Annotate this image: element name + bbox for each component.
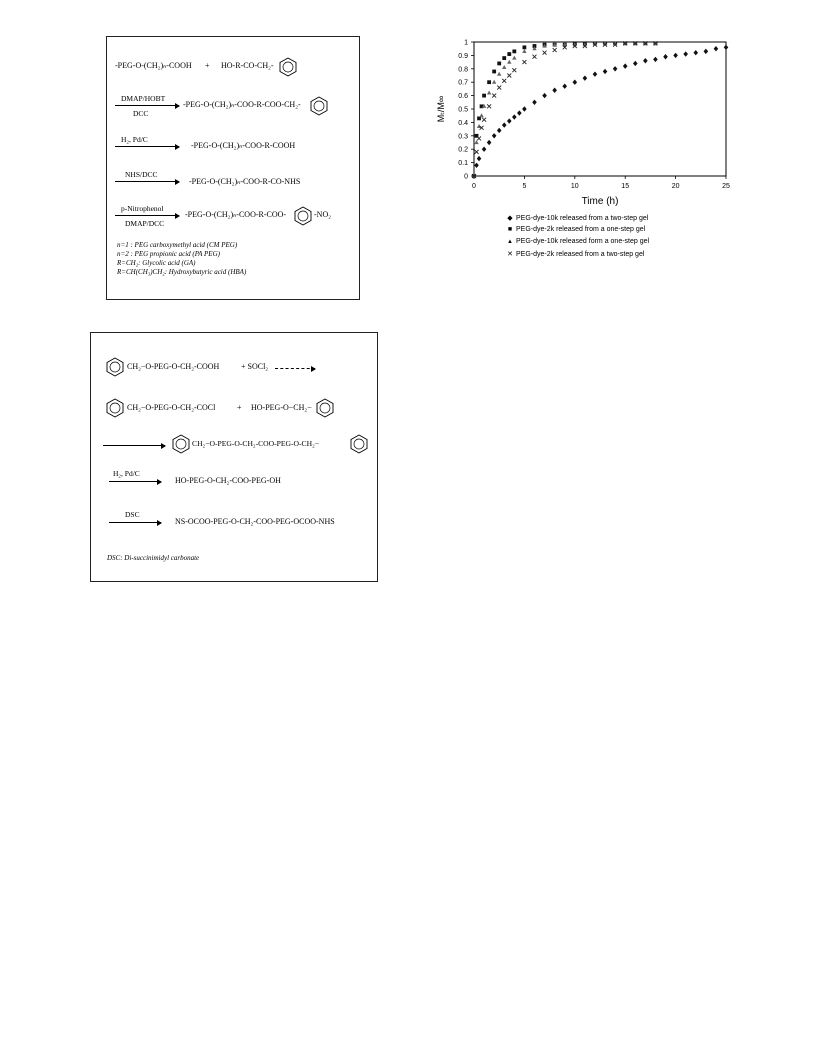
data-point-x: [492, 94, 496, 98]
scheme2-line1-reactant: CH₂−O-PEG-O-CH₂-COOH: [127, 362, 220, 371]
synthesis-scheme-1: [106, 36, 360, 300]
benzene-ring-icon: [278, 57, 298, 77]
x-tick-label: 0: [472, 183, 476, 190]
reaction-arrow: [275, 368, 315, 369]
data-point-triangle: [479, 113, 483, 117]
benzene-ring-icon: [171, 434, 191, 454]
scheme1-note-4: R=CH(CH₃)CH₂: Hydroxybutyric acid (HBA): [117, 268, 247, 276]
reaction-arrow: [115, 146, 179, 147]
data-point-diamond: [522, 106, 527, 111]
data-point-x: [502, 79, 506, 83]
plot-frame: [474, 42, 726, 176]
data-point-triangle: [497, 72, 501, 76]
benzene-ring-icon: [293, 206, 313, 226]
data-point-x: [512, 68, 516, 72]
benzene-ring-icon: [105, 398, 125, 418]
data-point-diamond: [482, 147, 487, 152]
y-tick-label: 0.5: [458, 106, 468, 114]
data-point-square: [482, 94, 486, 98]
y-tick-label: 0.4: [458, 119, 468, 127]
y-tick-label: 0.9: [458, 52, 468, 60]
data-point-x: [532, 55, 536, 59]
data-point-diamond: [477, 156, 482, 161]
data-point-diamond: [704, 49, 709, 54]
x-marker-icon: ✕: [507, 251, 513, 258]
data-point-diamond: [603, 69, 608, 74]
data-point-diamond: [487, 140, 492, 145]
data-point-triangle: [474, 140, 478, 144]
y-tick-label: 0.8: [458, 66, 468, 74]
legend-label: PEG-dye-10k released from a two-step gel: [516, 215, 649, 222]
x-tick-label: 15: [621, 183, 630, 190]
data-point-diamond: [573, 80, 578, 85]
data-point-square: [497, 62, 501, 66]
scheme1-reactant-left: -PEG-O-(CH₂)ₙ-COOH: [115, 61, 192, 70]
benzene-ring-icon: [349, 434, 369, 454]
scheme1-reactant-right: HO-R-CO-CH₂-: [221, 61, 274, 70]
y-tick-label: 0.7: [458, 79, 468, 87]
reaction-arrow: [115, 215, 179, 216]
x-tick-label: 20: [671, 183, 680, 190]
scheme2-line4-product: HO-PEG-O-CH₂-COO-PEG-OH: [175, 476, 281, 485]
reaction-arrow: [115, 181, 179, 182]
scheme1-step4-reagent-bottom: DMAP/DCC: [125, 219, 165, 228]
data-point-diamond: [474, 163, 479, 168]
data-point-square: [512, 49, 516, 53]
data-point-diamond: [714, 46, 719, 51]
data-point-diamond: [724, 45, 729, 50]
data-point-diamond: [613, 66, 618, 71]
x-tick-label: 5: [522, 183, 527, 190]
scheme1-step1-product: -PEG-O-(CH₂)ₙ-COO-R-COO-CH₂-: [183, 100, 301, 109]
scheme2-line5-product: NS-OCOO-PEG-O-CH₂-COO-PEG-OCOO-NHS: [175, 517, 335, 526]
benzene-ring-icon: [309, 96, 329, 116]
data-point-diamond: [583, 75, 588, 80]
data-point-diamond: [623, 63, 628, 68]
data-point-triangle: [522, 49, 526, 53]
square-marker-icon: ■: [507, 226, 513, 233]
data-point-x: [487, 104, 491, 108]
scheme1-step2-reagent: H₂, Pd/C: [121, 135, 148, 144]
scheme1-step3-reagent: NHS/DCC: [125, 170, 158, 179]
data-point-square: [507, 52, 511, 56]
y-tick-label: 0.2: [458, 146, 468, 154]
data-point-diamond: [683, 51, 688, 56]
data-point-square: [523, 45, 527, 49]
scheme2-line3-product: CH₂−O-PEG-O-CH₂-COO-PEG-O-CH₂−: [192, 439, 320, 448]
data-point-x: [507, 74, 511, 78]
data-point-x: [522, 60, 526, 64]
reaction-arrow: [109, 522, 161, 523]
legend-label: PEG-dye-10k released form a one-step gel: [516, 238, 650, 245]
scheme2-line1-reagent: + SOCl₂: [241, 362, 269, 371]
scheme2-line2-reactant: CH₂−O-PEG-O-CH₂-COCl: [127, 403, 216, 412]
data-point-diamond: [673, 53, 678, 58]
data-point-triangle: [502, 65, 506, 69]
x-tick-label: 25: [722, 183, 730, 190]
data-point-x: [543, 51, 547, 55]
scheme1-note-3: R=CH₂: Glycolic acid (GA): [117, 259, 196, 267]
x-tick-label: 10: [570, 183, 579, 190]
reaction-arrow: [109, 481, 161, 482]
data-point-x: [553, 48, 557, 52]
scheme2-line5-reagent: DSC: [125, 510, 140, 519]
y-tick-label: 0: [464, 173, 468, 181]
scheme1-step4-product: -PEG-O-(CH₂)ₙ-COO-R-COO-: [185, 210, 287, 219]
data-point-square: [502, 56, 506, 60]
data-point-diamond: [663, 54, 668, 59]
data-point-diamond: [653, 57, 658, 62]
data-point-triangle: [512, 56, 516, 60]
data-point-diamond: [492, 133, 497, 138]
data-point-x: [482, 118, 486, 122]
reaction-arrow: [103, 445, 165, 446]
data-point-diamond: [643, 58, 648, 63]
benzene-ring-icon: [105, 357, 125, 377]
legend-item: [506, 226, 645, 233]
scheme2-line2-plus: +: [237, 403, 242, 412]
data-point-diamond: [507, 118, 512, 123]
y-tick-label: 0.3: [458, 133, 468, 141]
data-point-diamond: [497, 128, 502, 133]
scheme1-step2-product: -PEG-O-(CH₂)ₙ-COO-R-COOH: [191, 141, 296, 150]
diamond-marker-icon: ◆: [507, 215, 513, 222]
data-point-diamond: [512, 114, 517, 119]
data-point-square: [487, 80, 491, 84]
legend-label: PEG-dye-2k released from a two-step gel: [516, 251, 645, 258]
scheme1-step3-product: -PEG-O-(CH₂)ₙ-COO-R-CO-NHS: [189, 177, 301, 186]
data-point-x: [475, 150, 479, 154]
y-tick-label: 1: [464, 39, 468, 47]
legend-label: PEG-dye-2k released from a one-step gel: [516, 226, 646, 233]
data-point-diamond: [532, 100, 537, 105]
scheme1-step4-nitro: -NO₂: [314, 210, 332, 219]
data-point-diamond: [633, 61, 638, 66]
x-axis-label: Time (h): [581, 196, 619, 207]
y-tick-label: 0.1: [458, 160, 468, 168]
data-point-diamond: [542, 93, 547, 98]
scheme1-note-1: n=1 : PEG carboxymethyl acid (CM PEG): [117, 241, 238, 249]
data-point-diamond: [552, 88, 557, 93]
data-point-diamond: [693, 50, 698, 55]
data-point-diamond: [593, 71, 598, 76]
data-point-triangle: [487, 91, 491, 95]
data-point-square: [492, 70, 496, 74]
data-point-diamond: [562, 84, 567, 89]
y-axis-label: Mₜ/M∞: [436, 95, 446, 123]
scheme1-step4-reagent-top: p-Nitrophenol: [121, 204, 164, 213]
data-point-triangle: [507, 60, 511, 64]
legend-item: [506, 250, 644, 258]
legend-item: [506, 214, 648, 222]
scheme2-line4-reagent: H₂, Pd/C: [113, 469, 140, 478]
data-point-x: [477, 136, 481, 140]
triangle-marker-icon: ▲: [507, 239, 513, 245]
scheme1-note-2: n=2 : PEG propionic acid (PA PEG): [117, 250, 220, 258]
y-tick-label: 0.6: [458, 93, 468, 101]
legend-item: [506, 238, 649, 245]
data-point-diamond: [502, 122, 507, 127]
scheme2-note: DSC: Di-succinimidyl carbonate: [107, 554, 200, 562]
scheme1-step1-reagent-bottom: DCC: [133, 109, 149, 118]
data-point-diamond: [517, 110, 522, 115]
scheme2-line2-alcohol: HO-PEG-O−CH₂−: [251, 403, 312, 412]
scheme1-plus: +: [205, 61, 210, 70]
benzene-ring-icon: [315, 398, 335, 418]
data-point-x: [497, 86, 501, 90]
scheme1-step1-reagent-top: DMAP/HOBT: [121, 94, 166, 103]
reaction-arrow: [115, 105, 179, 106]
data-point-triangle: [477, 124, 481, 128]
data-point-triangle: [492, 80, 496, 84]
synthesis-scheme-2: [90, 332, 378, 582]
